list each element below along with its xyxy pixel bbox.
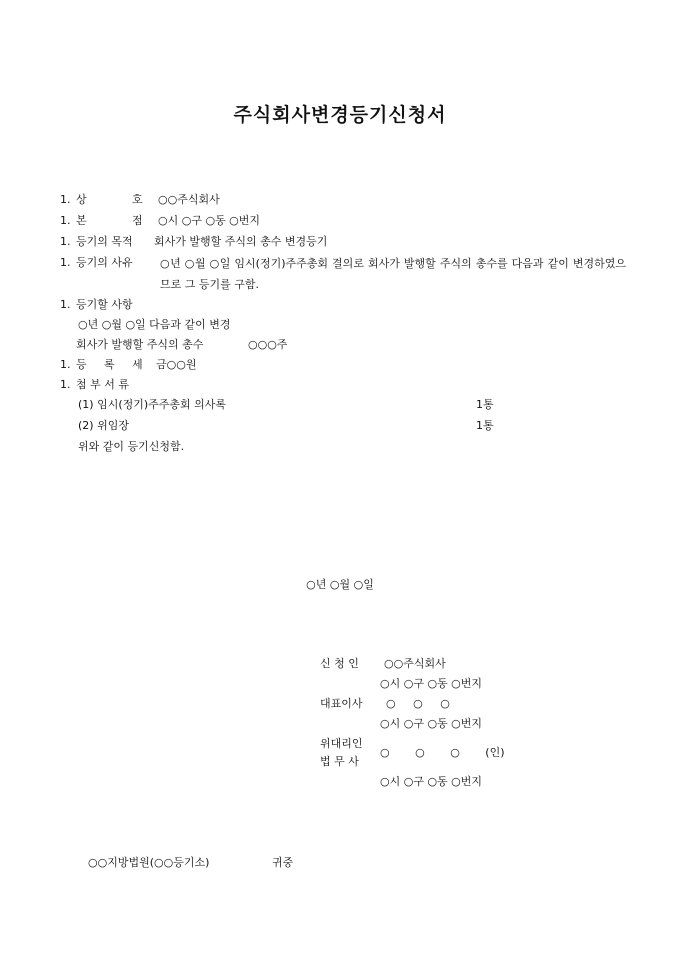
reason-value: ○년 ○월 ○일 임시(정기)주주총회 결의로 회사가 발행할 주식의 총수를 다음과 같이 변경하였으므로 그 등기를 구함. xyxy=(160,257,626,291)
closing-statement: 위와 같이 등기신청함. xyxy=(78,440,185,453)
attachment-count: 1통 xyxy=(476,419,494,432)
matters-shares-value: ○○○주 xyxy=(248,338,288,351)
agent-label-2: 법 무 사 xyxy=(320,755,359,768)
applicant-address: ○시 ○구 ○동 ○번지 xyxy=(380,677,483,690)
applicant-label: 신 청 인 xyxy=(320,657,359,670)
label-part: 점 xyxy=(132,214,143,227)
label-part: 본 xyxy=(76,214,87,227)
document-title: 주식회사변경등기신청서 xyxy=(233,104,447,126)
label-part: 세 xyxy=(132,358,143,371)
label-part: 상 xyxy=(76,193,87,206)
applicant-name: ○○주식회사 xyxy=(384,657,446,670)
item-number: 1. xyxy=(60,214,71,227)
registration-tax-value: 금○○원 xyxy=(156,358,197,371)
representative-name: ○ ○ ○ xyxy=(386,697,450,710)
attachments-label: 첨 부 서 류 xyxy=(76,378,129,391)
matters-shares-label: 회사가 발행할 주식의 총수 xyxy=(76,338,204,351)
matters-line-1: ○년 ○월 ○일 다음과 같이 변경 xyxy=(78,318,231,331)
filing-date-text: ○년 ○월 ○일 xyxy=(306,578,374,591)
matters-label: 등기할 사항 xyxy=(76,298,133,311)
item-number: 1. xyxy=(60,235,71,248)
item-number: 1. xyxy=(60,256,71,269)
head-office-value: ○시 ○구 ○동 ○번지 xyxy=(158,214,261,227)
purpose-value: 회사가 발행할 주식의 총수 변경등기 xyxy=(154,235,328,248)
label-part: 등 xyxy=(76,358,87,371)
reason-label: 등기의 사유 xyxy=(76,256,133,269)
trade-name-value: ○○주식회사 xyxy=(158,193,220,206)
attachment-name: (1) 임시(정기)주주총회 의사록 xyxy=(78,398,227,411)
court-suffix: 귀중 xyxy=(272,856,294,869)
purpose-label: 등기의 목적 xyxy=(76,235,133,248)
item-reason xyxy=(0,256,680,298)
agent-name: ○ ○ ○ (인) xyxy=(380,746,505,759)
court-name: ○○지방법원(○○등기소) xyxy=(88,856,210,869)
agent-label-1: 위대리인 xyxy=(320,737,363,750)
filing-date xyxy=(0,578,680,592)
representative-label: 대표이사 xyxy=(320,697,363,710)
attachment-count: 1통 xyxy=(476,398,494,411)
agent-row xyxy=(0,737,680,771)
label-part: 록 xyxy=(104,358,115,371)
attachment-name: (2) 위임장 xyxy=(78,419,129,432)
label-part: 호 xyxy=(132,193,143,206)
item-number: 1. xyxy=(60,358,71,371)
item-number: 1. xyxy=(60,378,71,391)
item-number: 1. xyxy=(60,193,71,206)
item-number: 1. xyxy=(60,298,71,311)
representative-address: ○시 ○구 ○동 ○번지 xyxy=(380,717,483,730)
agent-address: ○시 ○구 ○동 ○번지 xyxy=(380,775,483,788)
